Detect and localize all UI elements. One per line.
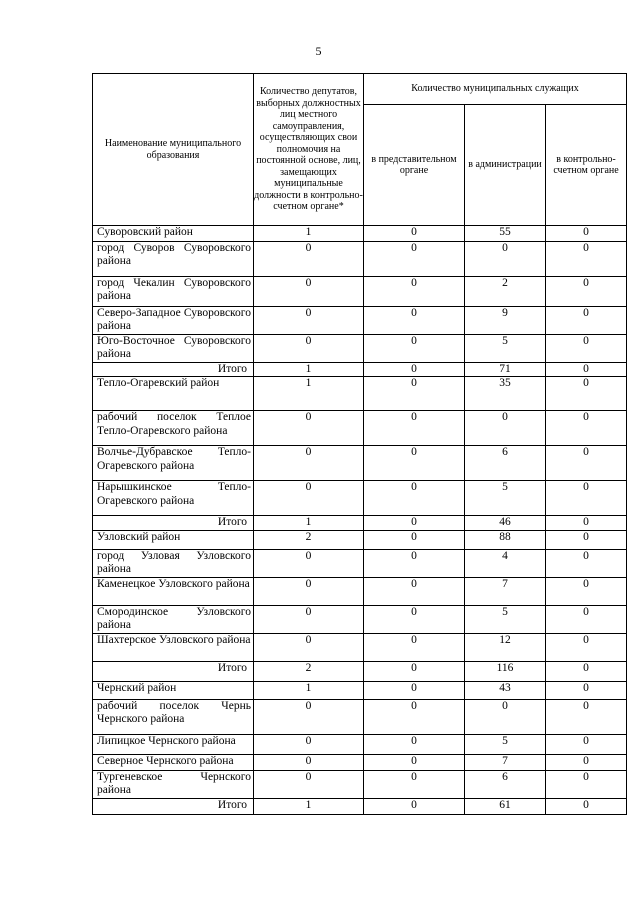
cell-deputies: 1	[254, 681, 364, 699]
cell-representative: 0	[364, 633, 465, 661]
cell-control: 0	[546, 530, 627, 549]
table-row	[93, 226, 627, 242]
header-control-organ: в контрольно-счетном органе	[546, 105, 627, 226]
cell-deputies: 2	[254, 530, 364, 549]
municipality-name: Юго-Восточное Суворовского района	[93, 335, 254, 363]
cell-representative: 0	[364, 242, 465, 277]
municipality-name: город Чекалин Суворовского района	[93, 277, 254, 307]
table-row	[93, 605, 627, 633]
cell-control: 0	[546, 633, 627, 661]
table-row	[93, 577, 627, 605]
cell-control: 0	[546, 605, 627, 633]
table-row	[93, 530, 627, 549]
cell-control: 0	[546, 770, 627, 798]
cell-administration: 71	[465, 363, 546, 377]
cell-control: 0	[546, 277, 627, 307]
cell-representative: 0	[364, 549, 465, 577]
cell-control: 0	[546, 798, 627, 814]
table-row	[93, 377, 627, 411]
cell-representative: 0	[364, 377, 465, 411]
municipality-name: Тургеневское Чернского района	[93, 770, 254, 798]
municipality-name: город Узловая Узловского района	[93, 549, 254, 577]
cell-control: 0	[546, 446, 627, 481]
total-label: Итого	[93, 516, 254, 530]
total-label: Итого	[93, 798, 254, 814]
cell-control: 0	[546, 335, 627, 363]
cell-representative: 0	[364, 335, 465, 363]
cell-administration: 2	[465, 277, 546, 307]
cell-administration: 5	[465, 605, 546, 633]
table-row	[93, 363, 627, 377]
header-municipality: Наименование муниципального образования	[93, 74, 254, 226]
cell-deputies: 0	[254, 242, 364, 277]
cell-administration: 88	[465, 530, 546, 549]
table-row	[93, 335, 627, 363]
municipality-name: Северное Чернского района	[93, 754, 254, 770]
cell-control: 0	[546, 481, 627, 516]
municipality-name: рабочий поселок Теплое Тепло-Огаревского района	[93, 411, 254, 446]
cell-control: 0	[546, 363, 627, 377]
cell-deputies: 0	[254, 754, 364, 770]
cell-control: 0	[546, 242, 627, 277]
cell-control: 0	[546, 681, 627, 699]
cell-deputies: 0	[254, 549, 364, 577]
cell-deputies: 0	[254, 699, 364, 734]
municipality-name: город Суворов Суворовского района	[93, 242, 254, 277]
cell-control: 0	[546, 734, 627, 754]
table-row	[93, 770, 627, 798]
cell-representative: 0	[364, 307, 465, 335]
cell-control: 0	[546, 699, 627, 734]
table-row	[93, 798, 627, 814]
table-row	[93, 307, 627, 335]
cell-administration: 5	[465, 335, 546, 363]
cell-deputies: 2	[254, 661, 364, 681]
cell-control: 0	[546, 411, 627, 446]
cell-administration: 6	[465, 446, 546, 481]
table-row	[93, 661, 627, 681]
cell-deputies: 0	[254, 446, 364, 481]
cell-representative: 0	[364, 798, 465, 814]
cell-administration: 5	[465, 734, 546, 754]
cell-administration: 0	[465, 242, 546, 277]
cell-representative: 0	[364, 577, 465, 605]
table-row	[93, 516, 627, 530]
table-row	[93, 699, 627, 734]
cell-control: 0	[546, 661, 627, 681]
cell-representative: 0	[364, 363, 465, 377]
cell-deputies: 0	[254, 734, 364, 754]
municipality-name: Суворовский район	[93, 226, 254, 242]
cell-representative: 0	[364, 699, 465, 734]
cell-representative: 0	[364, 754, 465, 770]
cell-representative: 0	[364, 770, 465, 798]
cell-administration: 9	[465, 307, 546, 335]
cell-deputies: 1	[254, 377, 364, 411]
cell-administration: 43	[465, 681, 546, 699]
cell-administration: 6	[465, 770, 546, 798]
table-row	[93, 481, 627, 516]
cell-control: 0	[546, 549, 627, 577]
total-label: Итого	[93, 661, 254, 681]
cell-control: 0	[546, 577, 627, 605]
cell-control: 0	[546, 377, 627, 411]
cell-deputies: 0	[254, 770, 364, 798]
cell-administration: 116	[465, 661, 546, 681]
cell-administration: 7	[465, 577, 546, 605]
cell-control: 0	[546, 516, 627, 530]
cell-administration: 61	[465, 798, 546, 814]
table-body	[93, 226, 627, 815]
cell-representative: 0	[364, 681, 465, 699]
cell-deputies: 1	[254, 516, 364, 530]
table-row	[93, 633, 627, 661]
municipal-staff-table	[92, 73, 627, 815]
cell-deputies: 0	[254, 277, 364, 307]
cell-deputies: 0	[254, 307, 364, 335]
cell-deputies: 0	[254, 605, 364, 633]
cell-administration: 12	[465, 633, 546, 661]
cell-control: 0	[546, 307, 627, 335]
municipality-name: Чернский район	[93, 681, 254, 699]
cell-administration: 7	[465, 754, 546, 770]
cell-representative: 0	[364, 446, 465, 481]
cell-representative: 0	[364, 661, 465, 681]
cell-deputies: 1	[254, 226, 364, 242]
header-representative-organ: в представительном органе	[364, 105, 465, 226]
cell-representative: 0	[364, 226, 465, 242]
municipality-name: рабочий поселок Чернь Чернского района	[93, 699, 254, 734]
cell-deputies: 1	[254, 798, 364, 814]
cell-deputies: 1	[254, 363, 364, 377]
header-municipal-servants: Количество муниципальных служащих	[364, 74, 627, 105]
cell-deputies: 0	[254, 411, 364, 446]
municipality-name: Тепло-Огаревский район	[93, 377, 254, 411]
table-row	[93, 242, 627, 277]
total-label: Итого	[93, 363, 254, 377]
cell-administration: 46	[465, 516, 546, 530]
cell-representative: 0	[364, 605, 465, 633]
page-number: 5	[315, 44, 322, 58]
cell-administration: 55	[465, 226, 546, 242]
municipality-name: Узловский район	[93, 530, 254, 549]
cell-representative: 0	[364, 277, 465, 307]
cell-administration: 4	[465, 549, 546, 577]
cell-control: 0	[546, 226, 627, 242]
cell-deputies: 0	[254, 633, 364, 661]
table-row	[93, 277, 627, 307]
cell-control: 0	[546, 754, 627, 770]
cell-deputies: 0	[254, 577, 364, 605]
cell-administration: 0	[465, 411, 546, 446]
cell-deputies: 0	[254, 335, 364, 363]
cell-administration: 0	[465, 699, 546, 734]
municipality-name: Шахтерское Узловского района	[93, 633, 254, 661]
cell-representative: 0	[364, 481, 465, 516]
table-row	[93, 411, 627, 446]
cell-administration: 5	[465, 481, 546, 516]
header-administration: в администрации	[465, 105, 546, 226]
cell-representative: 0	[364, 411, 465, 446]
municipality-name: Каменецкое Узловского района	[93, 577, 254, 605]
municipality-name: Смородинское Узловского района	[93, 605, 254, 633]
municipality-name: Волчье-Дубравское Тепло-Огаревского района	[93, 446, 254, 481]
municipality-name: Липицкое Чернского района	[93, 734, 254, 754]
table-row	[93, 549, 627, 577]
cell-representative: 0	[364, 734, 465, 754]
cell-representative: 0	[364, 516, 465, 530]
table-row	[93, 681, 627, 699]
cell-deputies: 0	[254, 481, 364, 516]
table-row	[93, 754, 627, 770]
cell-administration: 35	[465, 377, 546, 411]
municipality-name: Нарышкинское Тепло-Огаревского района	[93, 481, 254, 516]
table-row	[93, 734, 627, 754]
table-row	[93, 446, 627, 481]
municipality-name: Северо-Западное Суворовского района	[93, 307, 254, 335]
cell-representative: 0	[364, 530, 465, 549]
header-deputies: Количество депутатов, выборных должностных лиц местного самоуправления, осуществляющих свои полномочия на постоянной основе, лиц, замещающих муниципальные должности в контрольно-счетном органе*	[254, 74, 364, 226]
